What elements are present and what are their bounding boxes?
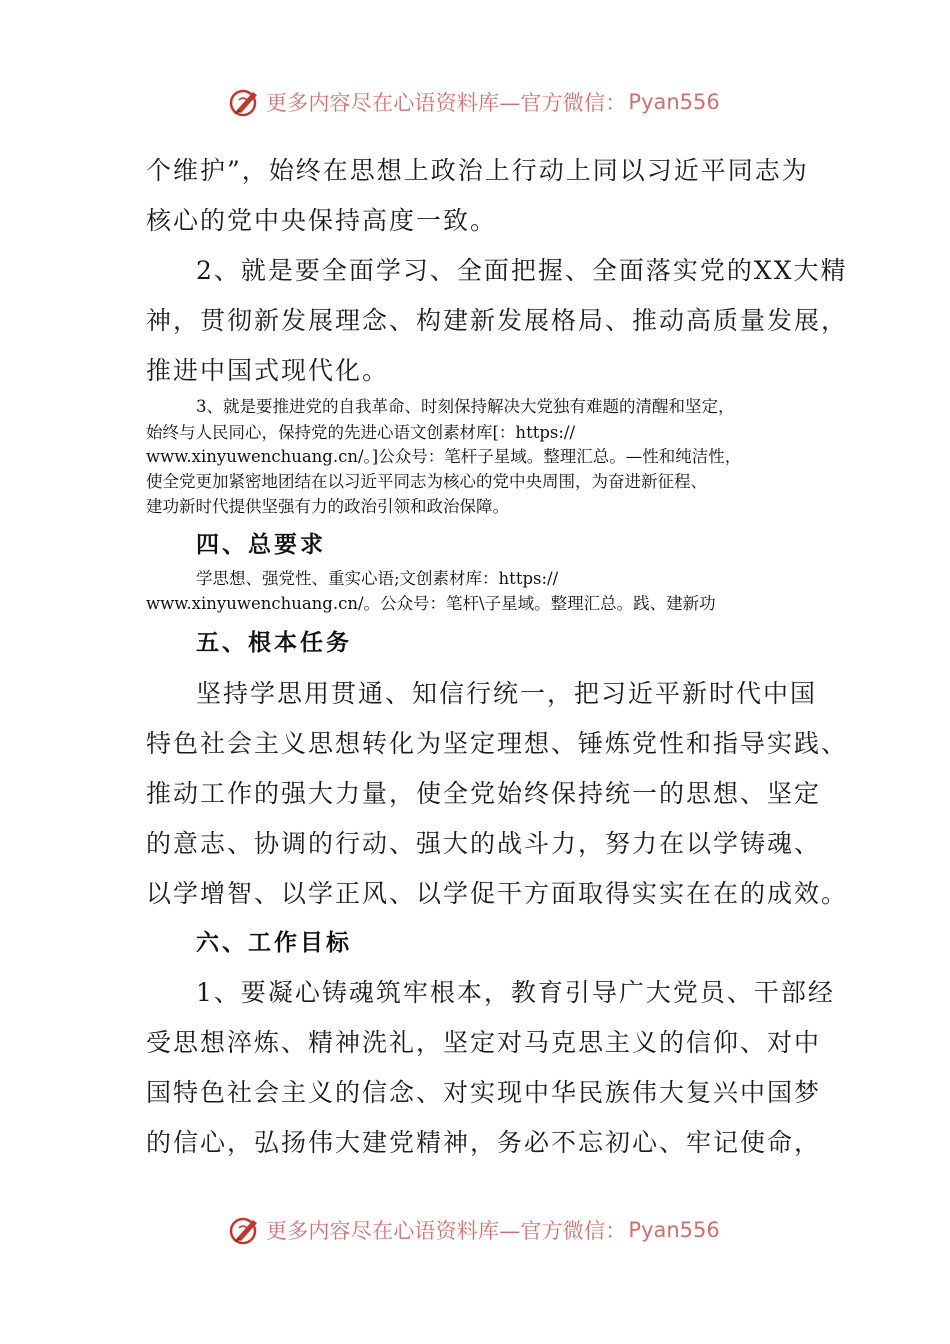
paragraph-line-small: 3、就是要推进党的自我革命、时刻保持解决大党独有难题的清醒和坚定， — [196, 397, 735, 416]
paragraph-line-small: www.xinyuwenchuang.cn/。]公众号：笔杆子星域。整理汇总。—性和纯洁性， — [146, 447, 742, 466]
footer-banner — [228, 1214, 720, 1246]
header-banner — [228, 86, 720, 118]
banner-text: 更多内容尽在心语资料库—官方微信： — [266, 1219, 627, 1243]
banner-text: 更多内容尽在心语资料库—官方微信： — [266, 91, 627, 115]
paragraph-line: 特色社会主义思想转化为坚定理想、锤炼党性和指导实践、 — [146, 729, 849, 758]
banner-wechat-id: Pyan556 — [628, 1218, 720, 1242]
paragraph-line-small: 始终与人民同心，保持党的先进心语文创素材库[：https:// — [146, 423, 576, 442]
pen-logo-icon — [228, 86, 262, 118]
paragraph-line: 坚持学思用贯通、知信行统一，把习近平新时代中国 — [196, 679, 818, 708]
paragraph-line-small: www.xinyuwenchuang.cn/。公众号：笔杆\子星域。整理汇总。践、建新功 — [146, 594, 716, 613]
paragraph-line: 受思想淬炼、精神洗礼，坚定对马克思主义的信仰、对中 — [146, 1028, 822, 1057]
paragraph-line: 以学增智、以学正风、以学促干方面取得实实在在的成效。 — [146, 879, 849, 908]
paragraph-line: 国特色社会主义的信念、对实现中华民族伟大复兴中国梦 — [146, 1078, 822, 1107]
paragraph-line: 2、就是要全面学习、全面把握、全面落实党的XX大精 — [196, 256, 848, 285]
section-heading: 六、工作目标 — [196, 930, 352, 956]
section-heading: 四、总要求 — [196, 532, 326, 558]
paragraph-line: 的信心，弘扬伟大建党精神，务必不忘初心、牢记使命， — [146, 1128, 822, 1157]
paragraph-line-small: 学思想、强党性、重实心语;文创素材库：https:// — [196, 569, 559, 588]
paragraph-line: 神，贯彻新发展理念、构建新发展格局、推动高质量发展， — [146, 306, 849, 335]
paragraph-line: 个维护”，始终在思想上政治上行动上同以习近平同志为 — [146, 156, 809, 185]
paragraph-line: 推进中国式现代化。 — [146, 356, 390, 385]
pen-logo-icon — [228, 1214, 262, 1246]
paragraph-line: 推动工作的强大力量，使全党始终保持统一的思想、坚定 — [146, 779, 822, 808]
paragraph-line-small: 建功新时代提供坚强有力的政治引领和政治保障。 — [146, 497, 509, 516]
paragraph-line: 的意志、协调的行动、强大的战斗力，努力在以学铸魂、 — [146, 829, 822, 858]
banner-wechat-id: Pyan556 — [628, 90, 720, 114]
paragraph-line: 1、要凝心铸魂筑牢根本，教育引导广大党员、干部经 — [196, 978, 835, 1007]
paragraph-line: 核心的党中央保持高度一致。 — [146, 206, 498, 235]
section-heading: 五、根本任务 — [196, 630, 352, 656]
paragraph-line-small: 使全党更加紧密地团结在以习近平同志为核心的党中央周围，为奋进新征程、 — [146, 472, 707, 491]
